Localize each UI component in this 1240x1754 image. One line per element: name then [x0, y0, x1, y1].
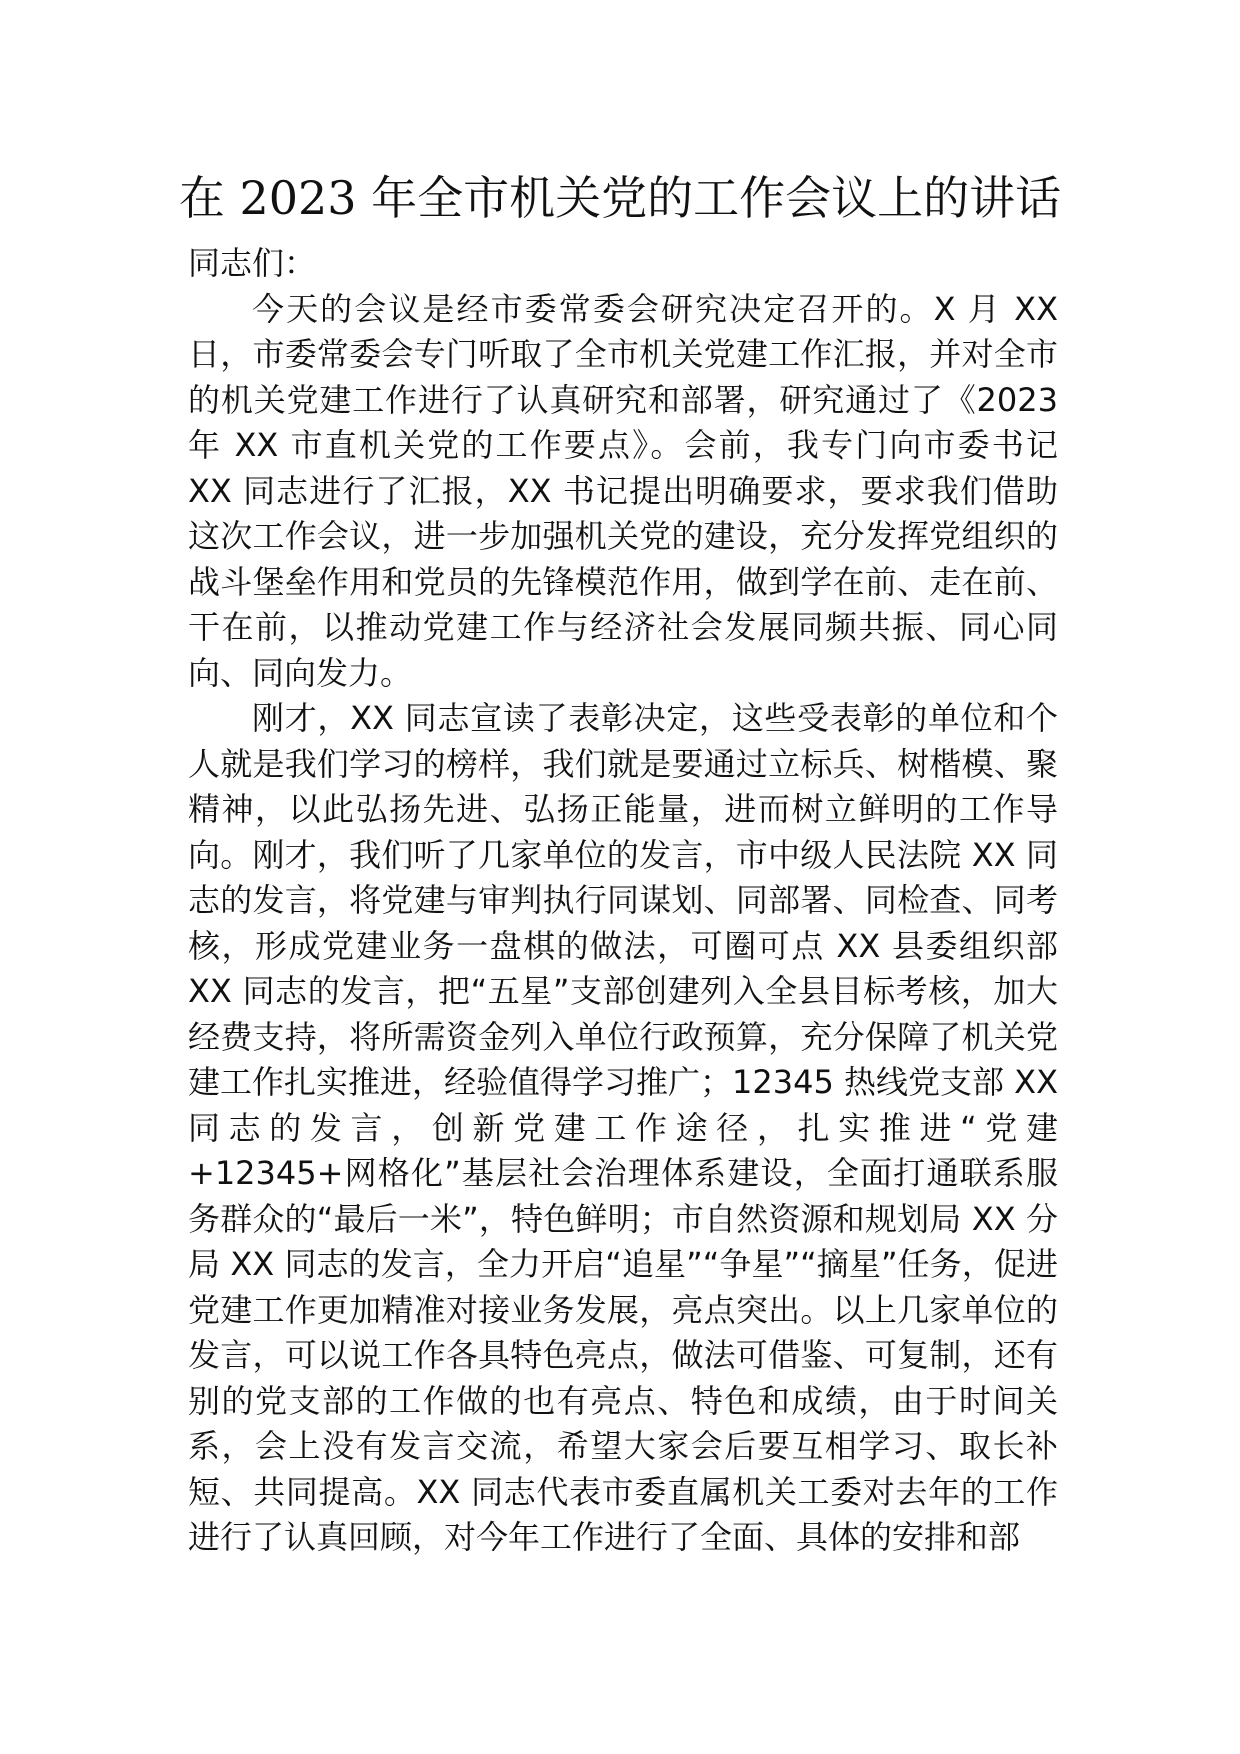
document-body — [188, 241, 1058, 1561]
salutation: 同志们： — [188, 244, 317, 282]
paragraph-2: 刚才，XX 同志宣读了表彰决定，这些受表彰的单位和个人就是我们学习的榜样，我们就是要通过立标兵、树楷模、聚精神，以此弘扬先进、弘扬正能量，进而树立鲜明的工作导向。刚才，我们听了几家单位的发言，市中级人民法院 XX 同志的发言，将党建与审判执行同谋划、同部署、同检查、同考核，形成党建业务一盘棋的做法，可圈可点 XX 县委组织部 XX 同志的发言，把“五星”支部创建列入全县目标考核，加大经费支持，将所需资金列入单位行政预算，充分保障了机关党建工作扎实推进，经验值得学习推广；12345 热线党支部 XX 同志的发言，创新党建工作途径，扎实推进“党建+12345+网格化”基层社会治理体系建设，全面打通联系服务群众的“最后一米”，特色鲜明；市自然资源和规划局 XX 分局 XX 同志的发言，全力开启“追星”“争星”“摘星”任务，促进党建工作更加精准对接业务发展，亮点突出。以上几家单位的发言，可以说工作各具特色亮点，做法可借鉴、可复制，还有别的党支部的工作做的也有亮点、特色和成绩，由于时间关系，会上没有发言交流，希望大家会后要互相学习、取长补短、共同提高。XX 同志代表市委直属机关工委对去年的工作进行了认真回顾，对今年工作进行了全面、具体的安排和部 — [188, 699, 1058, 1556]
paragraph-1: 今天的会议是经市委常委会研究决定召开的。X 月 XX 日，市委常委会专门听取了全市机关党建工作汇报，并对全市的机关党建工作进行了认真研究和部署，研究通过了《2023 年 XX 市直机关党的工作要点》。会前，我专门向市委书记 XX 同志进行了汇报，XX 书记提出明确要求，要求我们借助这次工作会议，进一步加强机关党的建设，充分发挥党组织的战斗堡垒作用和党员的先锋模范作用，做到学在前、走在前、干在前，以推动党建工作与经济社会发展同频共振、同心同向、同向发力。 — [188, 289, 1058, 692]
document-title: 在 2023 年全市机关党的工作会议上的讲话 — [178, 171, 1062, 225]
